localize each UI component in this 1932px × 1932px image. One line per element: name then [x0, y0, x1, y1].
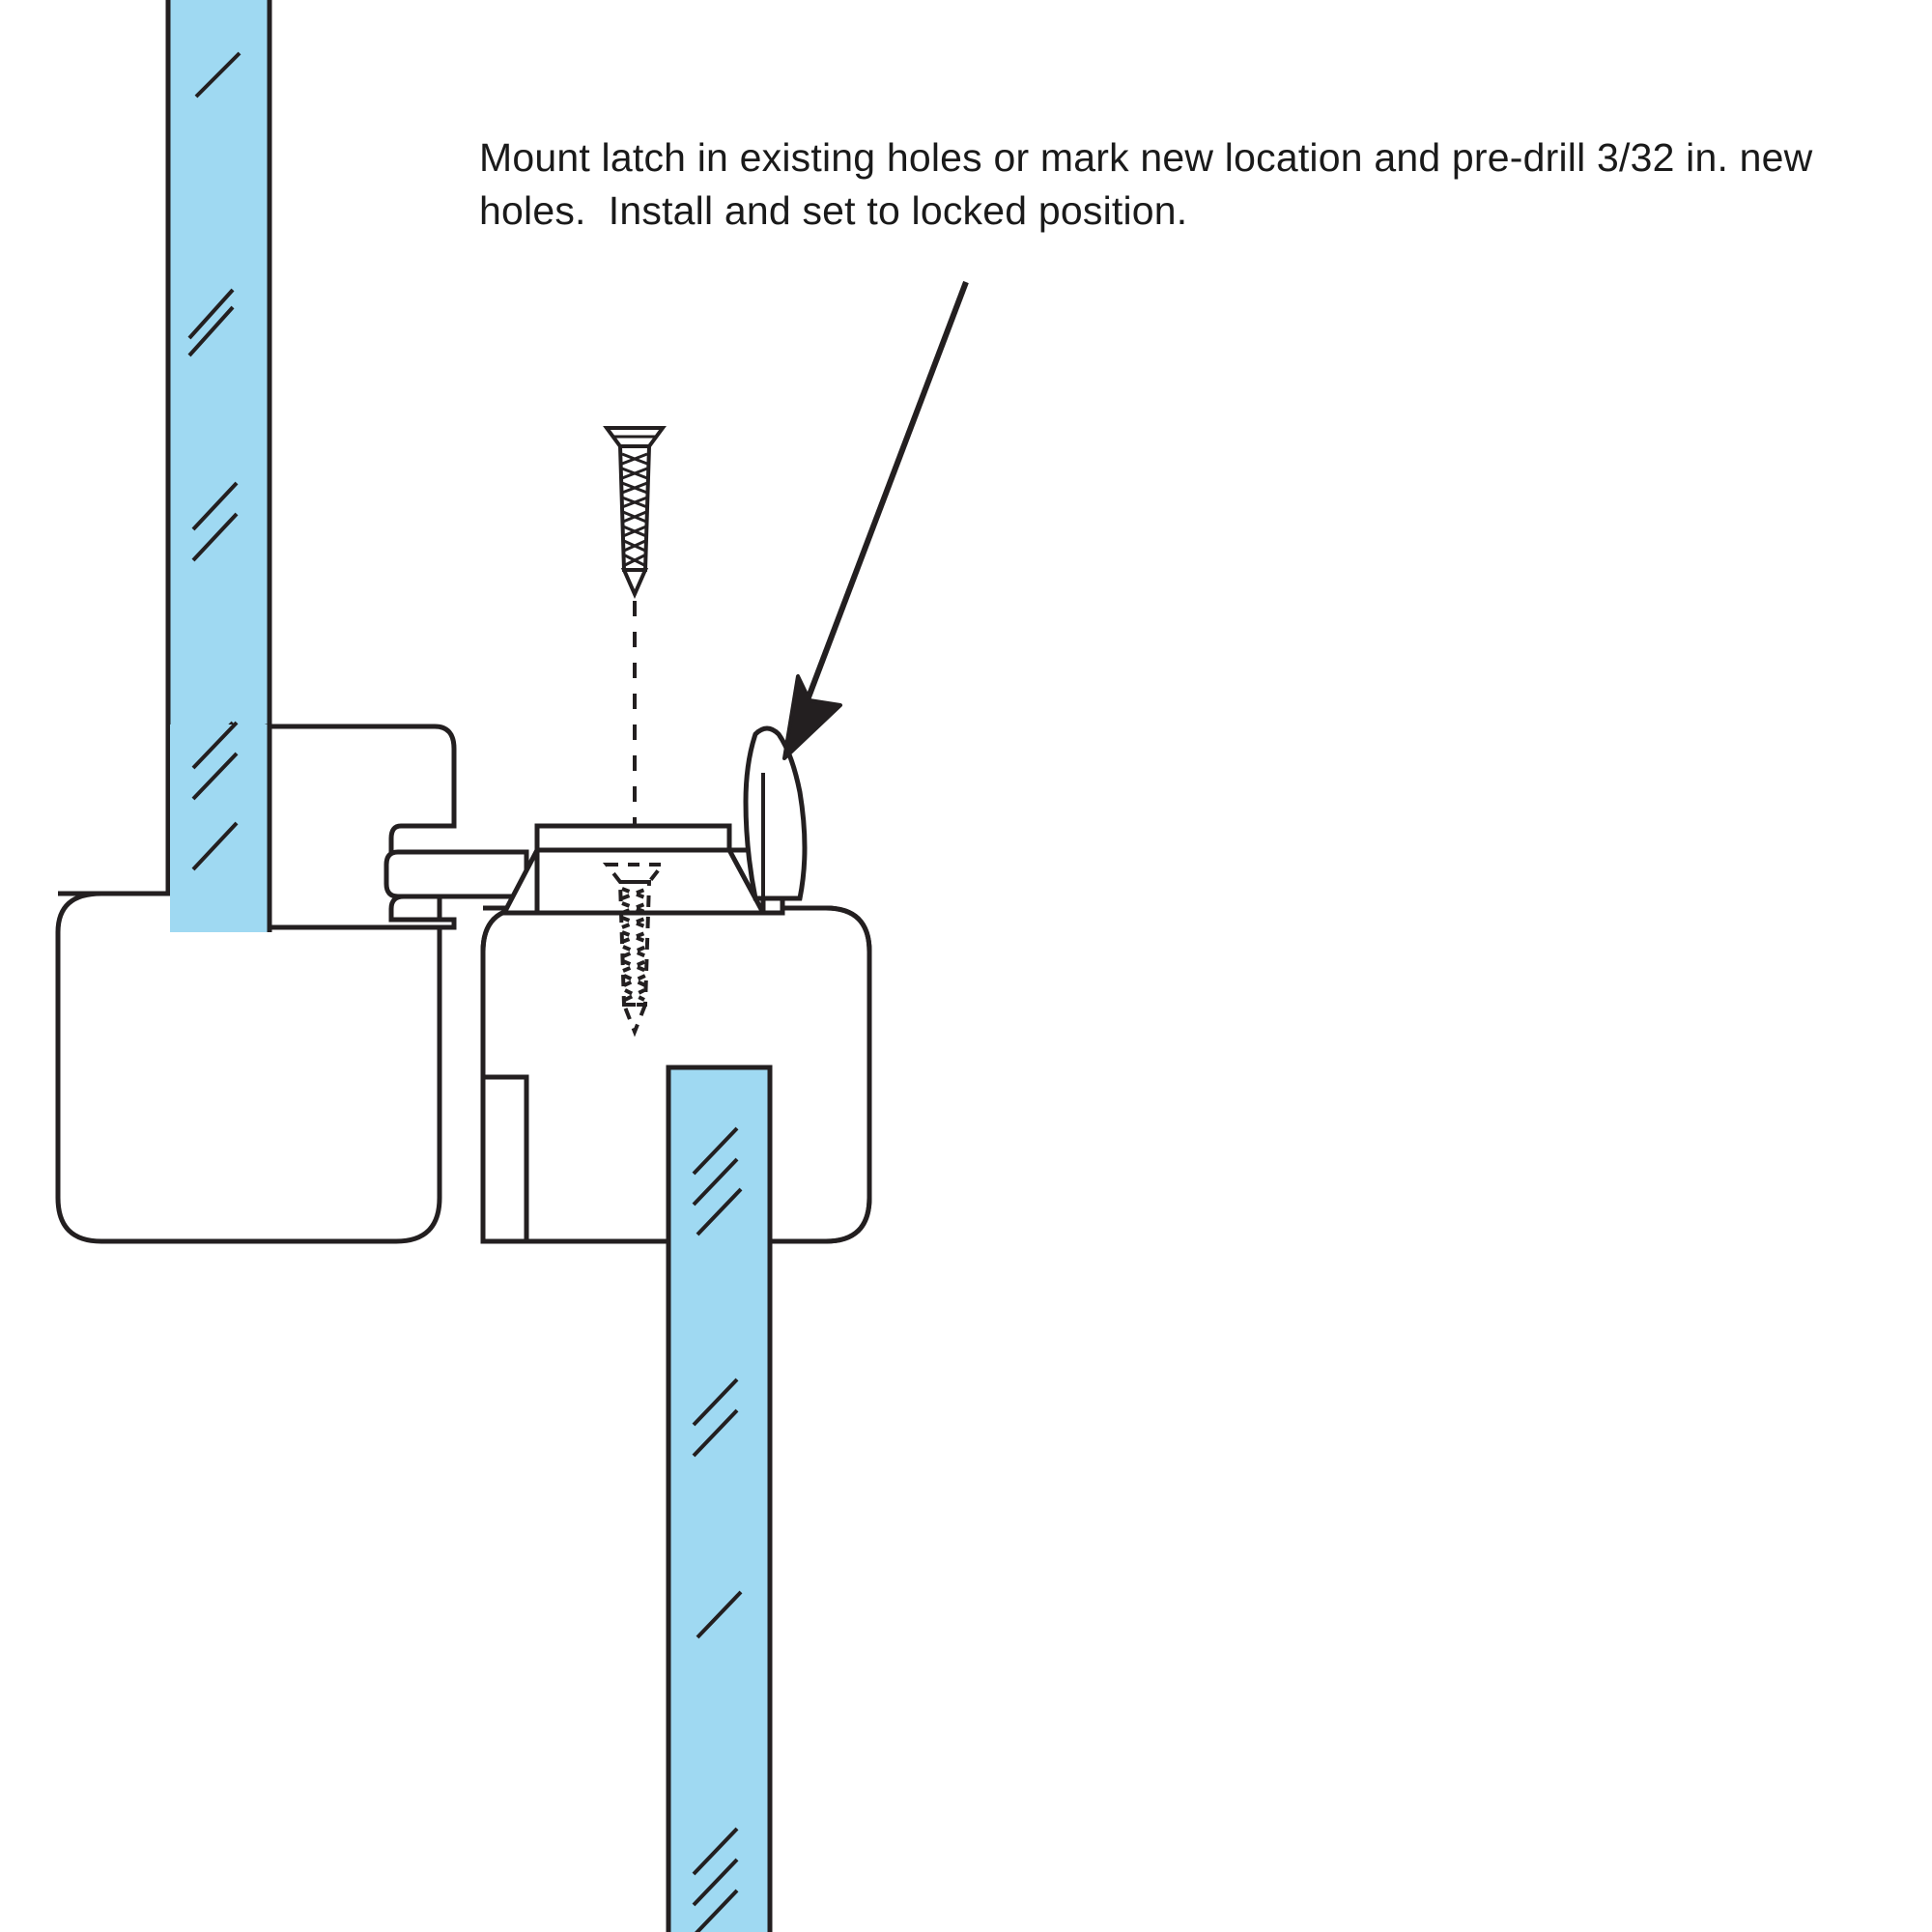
instruction-caption: Mount latch in existing holes or mark new location and pre-drill 3/32 in. new holes. Install and set to locked position. [479, 135, 1825, 233]
mounting-screw [607, 428, 663, 594]
latch-lever [746, 728, 805, 898]
latch-body [504, 826, 782, 913]
left-upper-bracket [170, 723, 526, 932]
lower-glass-panel [668, 1067, 770, 1932]
leader-arrow-to-latch [784, 282, 966, 758]
left-frame-block [58, 889, 440, 1241]
